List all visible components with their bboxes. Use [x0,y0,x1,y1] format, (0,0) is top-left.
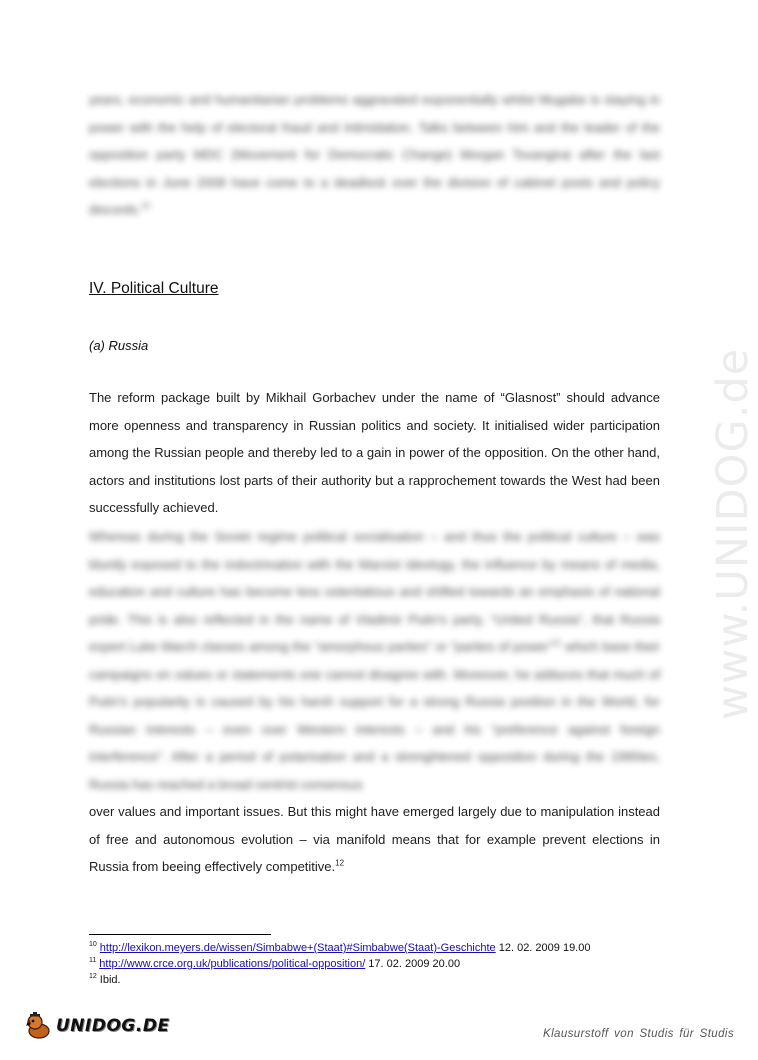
blurred-text-top: years, economic and humanitarian problems aggravated exponentially whilst Mugabe is staying in power with the help of electoral fraud and intimidation. Talks between him and the leader of the opposition party MDC (Movement for Democratic Change) Morgan Tsvangirai after the last elections in June 2008 have come to a deadlock over the division of cabinet posts and policy discords. [89,92,660,217]
footnote-date: 17. 02. 2009 20.00 [365,958,461,970]
section-heading: IV. Political Culture [89,280,219,297]
footnotes [89,940,689,988]
blurred-paragraph-top [89,86,660,224]
footnote-12 [89,972,689,988]
footnote-10 [89,940,689,956]
footnote-ibid: Ibid. [99,974,121,986]
dog-mascot-icon [24,1012,54,1040]
paragraph-consensus [89,798,660,881]
footnote-ref-12: 12 [335,858,345,868]
blurred-text-middle-b: which base their campaigns on values or statements one cannot disagree with. Moreover, he adduces that much of Putin's popularity is caused by his harsh support for a strong Russia position in the World, for Russian interests – even over Western interests – and his “preference against foreign interference”. After a period of polarisation and a strenghtened opposition during the 1990ies, Russia has reached a broad centrist consensus [89,639,660,792]
footnote-11 [89,956,689,972]
footnote-ref-10: 10 [141,201,150,211]
footnote-ref-11: 11 [552,638,562,648]
blurred-paragraph-middle [89,523,660,798]
watermark-text: www.UNIDOG.de [708,347,758,720]
footnote-link-crce[interactable]: http://www.crce.org.uk/publications/political-opposition/ [99,958,366,970]
paragraph-consensus-text: over values and important issues. But this might have emerged largely due to manipulation instead of free and autonomous evolution – via manifold means that for example prevent elections in Russia from beeing effectively competitive. [89,804,660,874]
footnote-number: 11 [89,957,97,965]
footnote-link-meyers[interactable]: http://lexikon.meyers.de/wissen/Simbabwe+(Staat)#Simbabwe(Staat)-Geschichte [99,942,496,954]
footnote-number: 10 [89,941,97,949]
subsection-heading: (a) Russia [89,338,149,353]
tagline: Klausurstoff von Studis für Studis [543,1028,734,1040]
footnote-number: 12 [89,973,97,981]
unidog-logo [24,1012,170,1040]
logo-text: UNIDOG.DE [56,1016,170,1036]
footnote-date: 12. 02. 2009 19.00 [495,942,591,954]
paragraph-glasnost: The reform package built by Mikhail Gorbachev under the name of “Glasnost” should advance more openness and transparency in Russian politics and society. It initialised wider participation among the Russian people and thereby led to a gain in power of the opposition. On the other hand, actors and institutions lost parts of their authority but a rapprochement towards the West had been successfully achieved. [89,390,660,515]
footnote-divider [89,934,271,935]
blurred-text-middle-a: Whereas during the Soviet regime political socialisation – and thus the political culture – was bluntly exposed to the indoctrination with the Marxist ideology, the influence by means of media, education and culture has become less ostentatious and shifted towards an emphasis of national pride. This is also reflected in the name of Vladimir Putin's party, “United Russia”, that Russia expert Luke March classes among the “amorphous parties” or “parties of power” [89,529,660,654]
